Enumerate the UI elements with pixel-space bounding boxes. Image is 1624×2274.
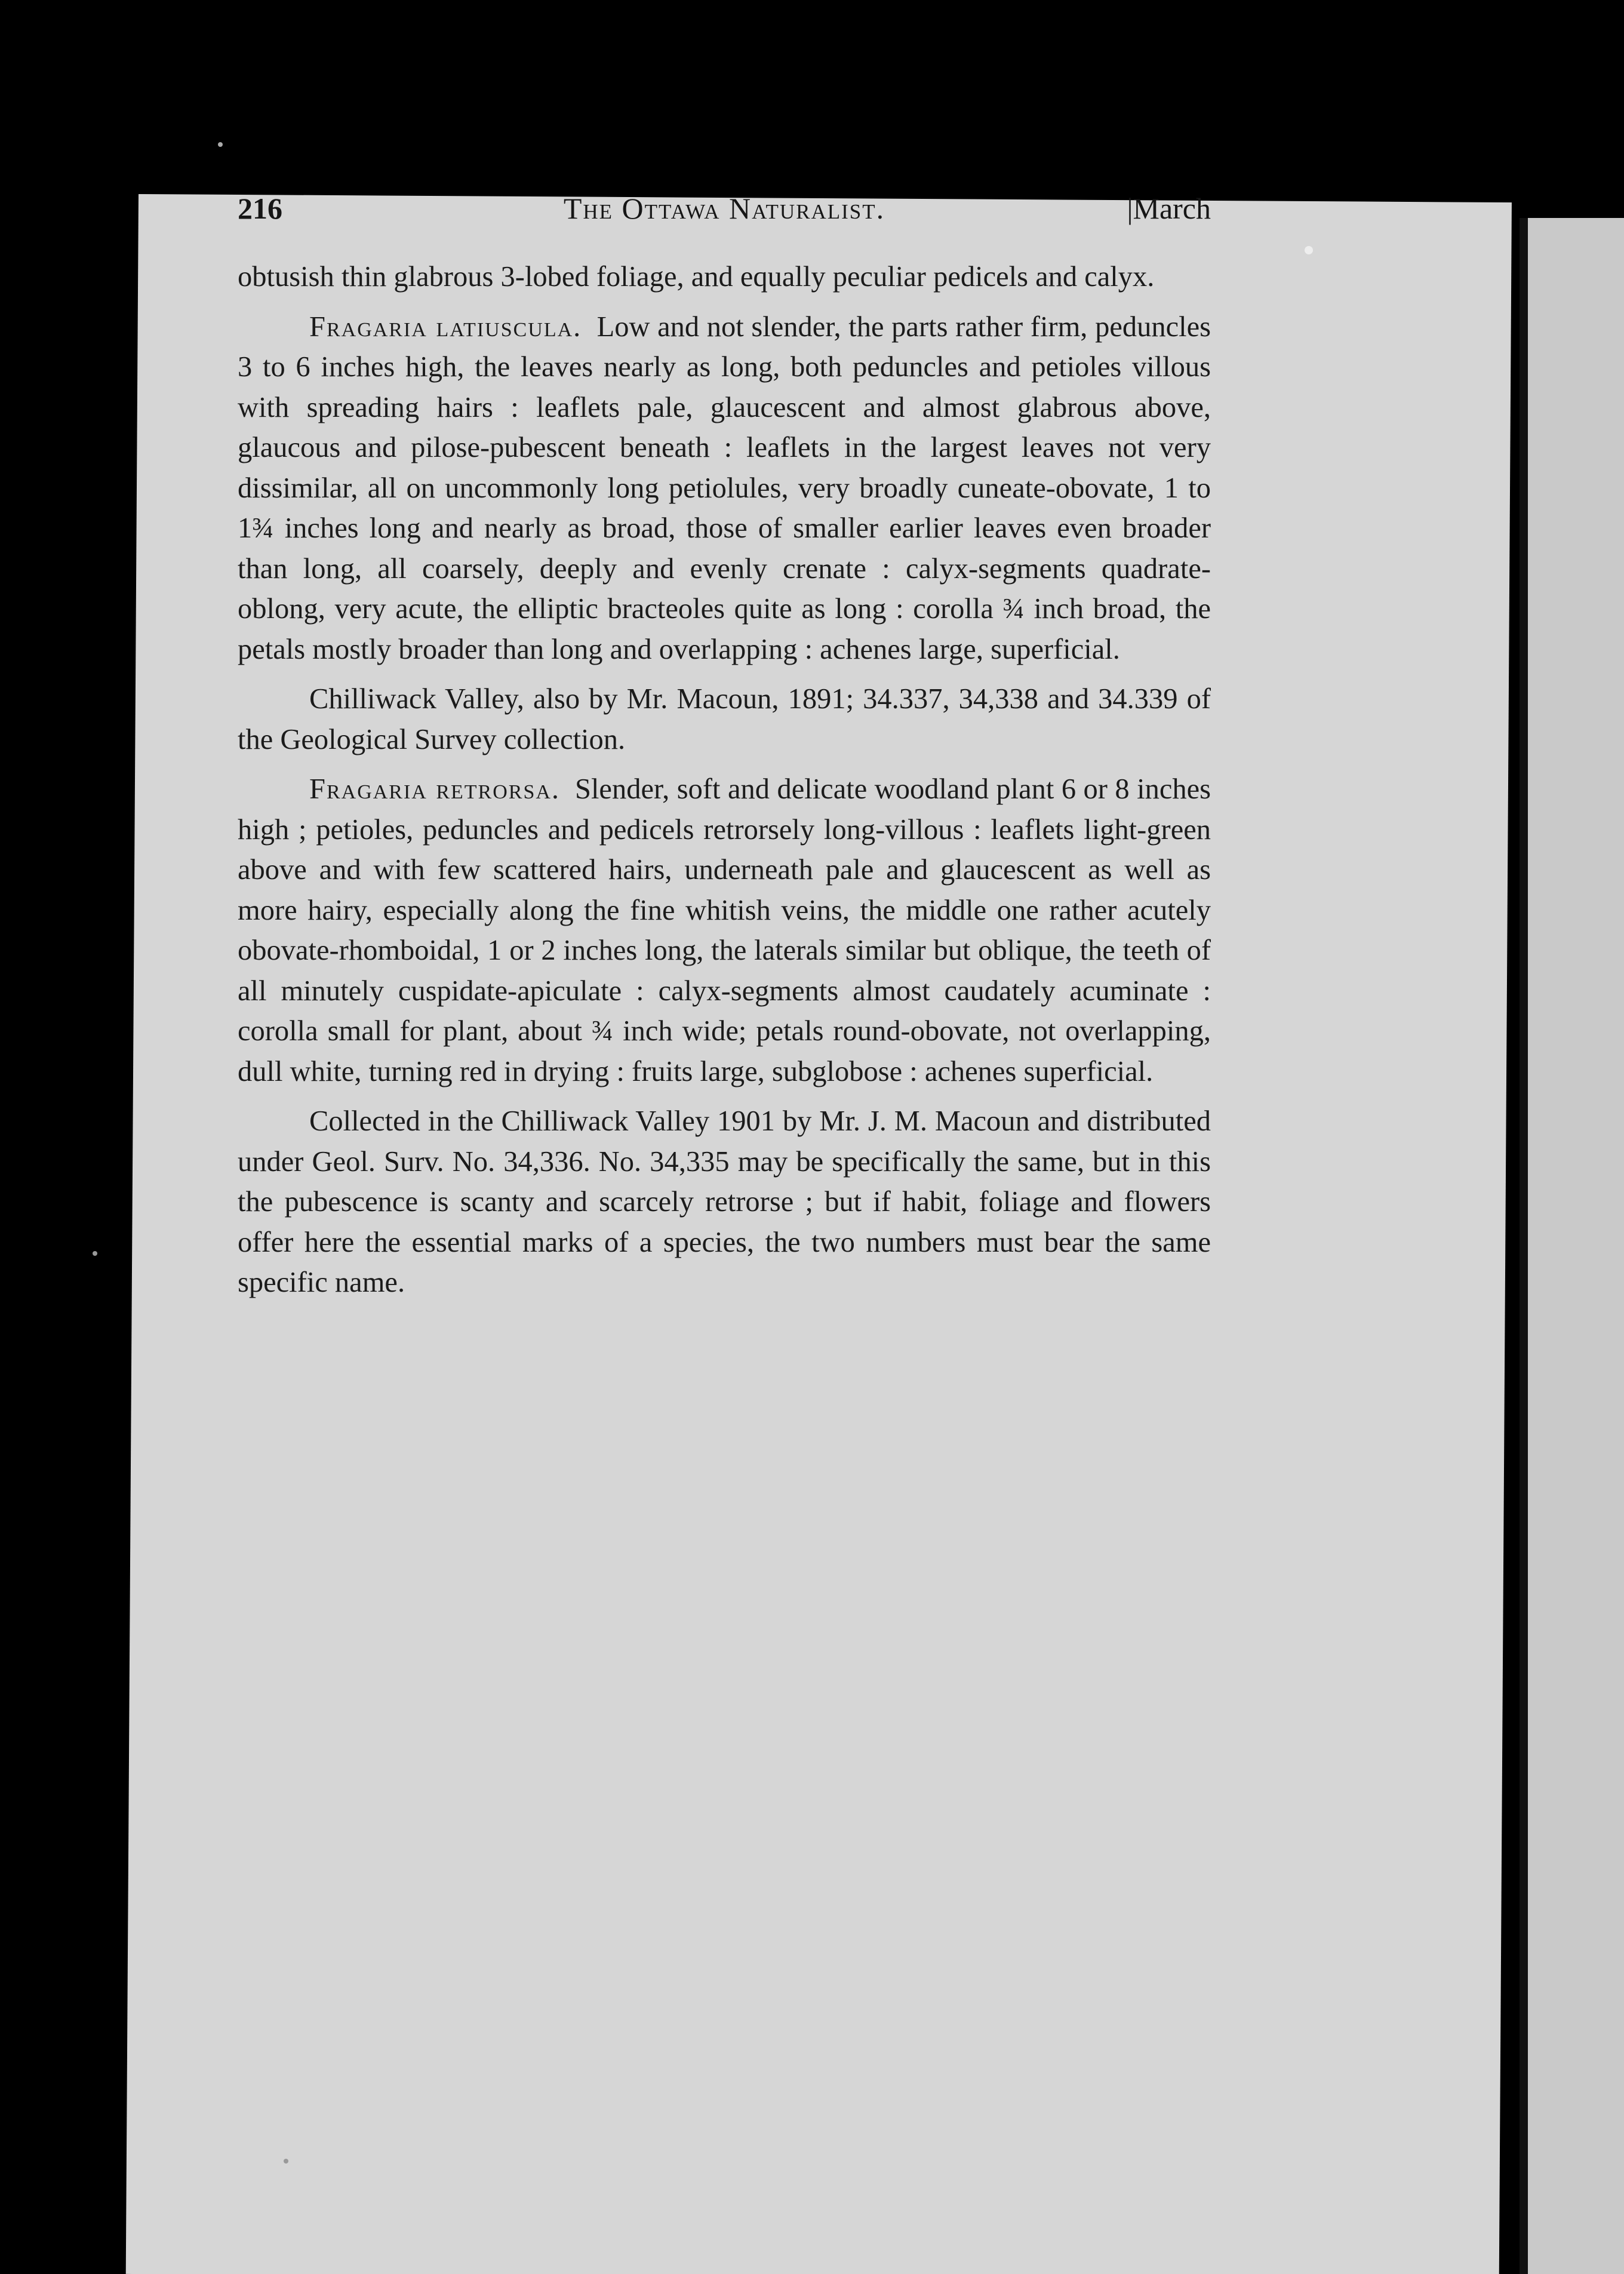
dust-speck (218, 142, 223, 147)
paragraph-text: Slender, soft and delicate woodland plant 6 or 8 inches high ; petioles, peduncles and pedicels retrorsely long-villous : leaflets light-green above and with few scattered hairs, underneath pale and glaucescent as well as more hairy, especially along the fine whitish veins, the middle one rather acutely obovate-rhomboidal, 1 or 2 inches long, the laterals similar but oblique, the teeth of all minutely cuspidate-apiculate : calyx-segments almost caudately acuminate : corolla small for plant, about ¾ inch wide; petals round-obovate, not overlapping, dull white, turning red in drying : fruits large, subglobose : achenes superficial. (238, 773, 1211, 1087)
article-body (238, 257, 1211, 1313)
species-name: Fragaria latiuscula. (309, 311, 582, 343)
paragraph (238, 257, 1211, 297)
page-number: 216 (238, 192, 282, 225)
species-name: Fragaria retrorsa. (309, 773, 561, 805)
dust-speck (93, 1251, 97, 1256)
running-header (238, 191, 1211, 245)
species-description-paragraph (238, 307, 1211, 670)
paragraph-text: Chilliwack Valley, also by Mr. Macoun, 1891; 34.337, 34,338 and 34.339 of the Geological Survey collection. (238, 683, 1211, 755)
dust-speck (1305, 246, 1313, 254)
issue-month: |March (1127, 192, 1211, 225)
paragraph (238, 1101, 1211, 1303)
paragraph-text: obtusish thin glabrous 3-lobed foliage, and equally peculiar pedicels and calyx. (238, 261, 1155, 293)
journal-title: The Ottawa Naturalist. (563, 192, 885, 225)
dust-speck (284, 2159, 288, 2164)
adjacent-page-edge (1520, 218, 1624, 2274)
species-description-paragraph (238, 769, 1211, 1092)
paragraph-text: Collected in the Chilliwack Valley 1901 by Mr. J. M. Macoun and distributed under Geol. Surv. No. 34,336. No. 34,335 may be specifically the same, but in this the pubescence is scanty and scarcely retrorse ; but if habit, foliage and flowers offer here the essential marks of a species, the two numbers must bear the same specific name. (238, 1105, 1211, 1298)
paragraph-text: Low and not slender, the parts rather firm, peduncles 3 to 6 inches high, the leaves nearly as long, both peduncles and petioles villous with spreading hairs : leaflets pale, glaucescent and almost glabrous above, glaucous and pilose-pubescent beneath : leaflets in the largest leaves not very dissimilar, all on uncommonly long petiolules, very broadly cuneate-obovate, 1 to 1¾ inches long and nearly as broad, those of smaller earlier leaves even broader than long, all coarsely, deeply and evenly crenate : calyx-segments quadrate-oblong, very acute, the elliptic bracteoles quite as long : corolla ¾ inch broad, the petals mostly broader than long and overlapping : achenes large, superficial. (238, 311, 1211, 665)
paragraph (238, 679, 1211, 760)
